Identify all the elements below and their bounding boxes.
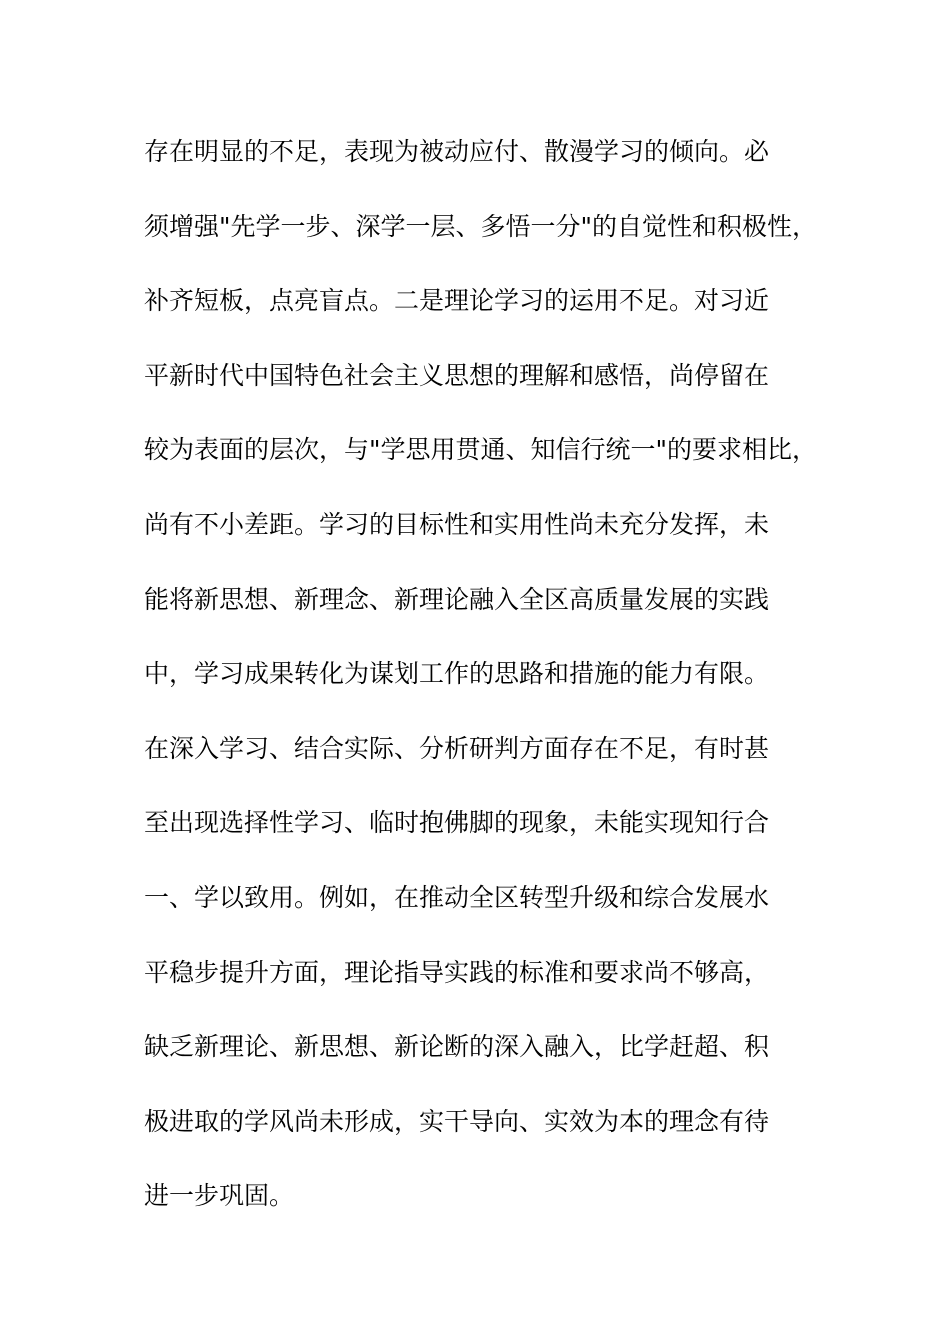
text-line: 能将新思想、新理念、新理论融入全区高质量发展的实践 xyxy=(144,584,770,614)
text-line: 一、学以致用。例如，在推动全区转型升级和综合发展水 xyxy=(144,882,770,912)
text-line: 平新时代中国特色社会主义思想的理解和感悟，尚停留在 xyxy=(144,360,770,390)
text-line: 较为表面的层次，与"学思用贯通、知信行统一"的要求相比， xyxy=(144,435,818,465)
text-line: 缺乏新理论、新思想、新论断的深入融入，比学赶超、积 xyxy=(144,1032,770,1062)
text-line: 补齐短板，点亮盲点。二是理论学习的运用不足。对习近 xyxy=(144,286,770,316)
text-line: 中，学习成果转化为谋划工作的思路和措施的能力有限。 xyxy=(144,659,770,689)
text-line: 极进取的学风尚未形成，实干导向、实效为本的理念有待 xyxy=(144,1106,770,1136)
text-line: 进一步巩固。 xyxy=(144,1181,295,1211)
text-line: 至出现选择性学习、临时抱佛脚的现象，未能实现知行合 xyxy=(144,808,770,838)
text-line: 在深入学习、结合实际、分析研判方面存在不足，有时甚 xyxy=(144,733,770,763)
text-line: 须增强"先学一步、深学一层、多悟一分"的自觉性和积极性， xyxy=(144,211,818,241)
text-line: 存在明显的不足，表现为被动应付、散漫学习的倾向。必 xyxy=(144,137,770,166)
text-line: 尚有不小差距。学习的目标性和实用性尚未充分发挥，未 xyxy=(144,509,770,539)
body-paragraph xyxy=(144,128,844,1247)
text-line: 平稳步提升方面，理论指导实践的标准和要求尚不够高， xyxy=(144,957,770,987)
